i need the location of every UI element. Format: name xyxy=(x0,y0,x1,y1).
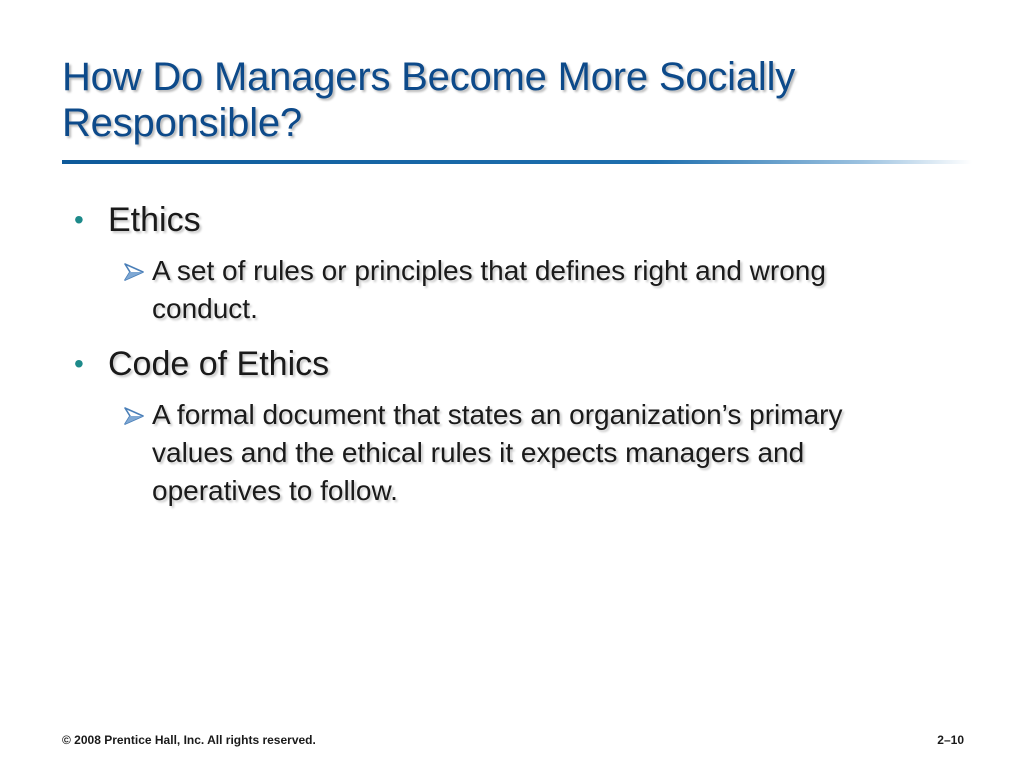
sub-bullet-text: A formal document that states an organization’s primary values and the ethical rules it expects managers and operatives to follow. xyxy=(152,399,843,506)
footer-page-number: 2–10 xyxy=(937,733,964,747)
bullet-code-of-ethics xyxy=(70,342,900,386)
sub-bullet-ethics-definition xyxy=(124,252,900,328)
bullet-term: Code of Ethics xyxy=(108,345,330,383)
arrowhead-icon xyxy=(124,407,144,425)
bullet-dot-icon: • xyxy=(74,204,84,235)
slide-content xyxy=(70,198,900,510)
spacer xyxy=(70,328,900,342)
title-divider xyxy=(62,160,972,164)
slide-title: How Do Managers Become More Socially Responsible? xyxy=(62,55,796,145)
footer-copyright: © 2008 Prentice Hall, Inc. All rights reserved. xyxy=(62,733,316,747)
bullet-ethics xyxy=(70,198,900,242)
sub-bullet-text: A set of rules or principles that defines right and wrong conduct. xyxy=(152,255,826,324)
bullet-dot-icon: • xyxy=(74,348,84,379)
arrowhead-icon xyxy=(124,263,144,281)
bullet-term: Ethics xyxy=(108,201,201,239)
sub-bullet-code-definition xyxy=(124,396,900,510)
